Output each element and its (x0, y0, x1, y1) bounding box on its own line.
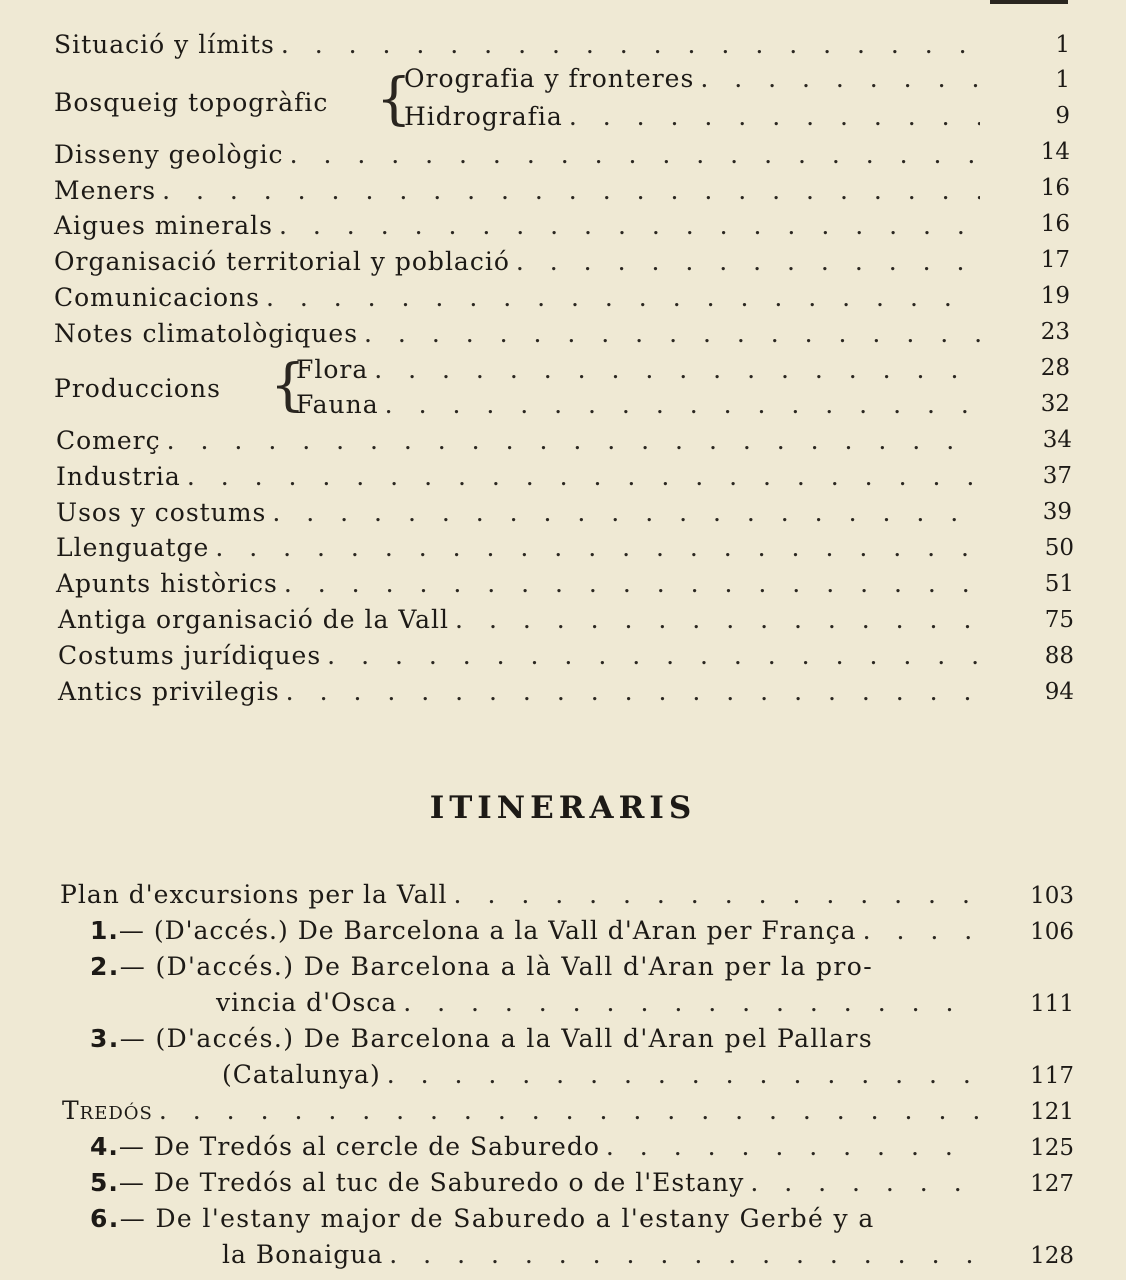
brace-glyph: { (270, 353, 306, 418)
entry-label: Situació y límits (54, 30, 275, 59)
leader-dots (272, 498, 982, 527)
leader-dots (187, 462, 982, 491)
entry-page: 19 (1040, 283, 1070, 309)
entry-page: 23 (1040, 319, 1070, 345)
entry-label: Usos y costums (56, 498, 267, 527)
entry-page: 88 (1044, 643, 1074, 669)
entry-label: Apunts històrics (56, 569, 278, 598)
leader-dots (454, 880, 980, 909)
leader-dots (606, 1132, 980, 1161)
leader-dots (290, 140, 980, 169)
entry-page: 51 (1044, 571, 1074, 597)
entry-page: 75 (1044, 607, 1074, 633)
leader-dots (327, 641, 984, 670)
leader-dots (159, 1096, 980, 1125)
leader-dots (281, 30, 980, 59)
toc-entry (58, 677, 984, 713)
itinerary-entry (90, 1168, 980, 1204)
entry-label-continued: (Catalunya) (222, 1060, 381, 1089)
toc-entry (54, 30, 980, 66)
toc-entry (56, 498, 982, 534)
leader-dots (455, 605, 984, 634)
toc-entry (56, 426, 982, 462)
itinerary-entry-continued (222, 1240, 980, 1276)
entry-number: 6. (90, 1204, 120, 1233)
itinerary-entry (90, 1132, 980, 1168)
itinerary-entry-continued (222, 1060, 980, 1096)
entry-page: 103 (1030, 883, 1074, 909)
entry-number: 2. (90, 952, 120, 981)
itinerary-entry (90, 916, 980, 952)
entry-number: 4. (90, 1132, 119, 1161)
entry-page: 50 (1044, 535, 1074, 561)
toc-entry (54, 176, 980, 212)
itinerary-entry-continued (216, 988, 980, 1024)
entry-page: 16 (1040, 211, 1070, 237)
toc-entry (54, 283, 980, 319)
itinerary-entry (90, 1024, 873, 1053)
toc-entry (404, 102, 980, 138)
entry-page: 94 (1044, 679, 1074, 705)
entry-number: 5. (90, 1168, 119, 1197)
entry-page: 128 (1030, 1243, 1074, 1269)
entry-label: Comunicacions (54, 283, 260, 312)
toc-entry (54, 140, 980, 176)
entry-page: 28 (1040, 355, 1070, 381)
toc-entry (58, 605, 984, 641)
entry-label: — De l'estany major de Saburedo a l'estany Gerbé y a (119, 1204, 875, 1233)
entry-label: Meners (54, 176, 157, 205)
entry-page: 106 (1030, 919, 1074, 945)
leader-dots (364, 319, 980, 348)
toc-entry (296, 390, 980, 426)
entry-label: Hidrografia (404, 102, 563, 131)
entry-page: 39 (1042, 499, 1072, 525)
group-label: Bosqueig topogràfic (54, 88, 329, 117)
itinerary-entry (90, 1204, 875, 1233)
entry-label: Llenguatge (56, 533, 210, 562)
toc-entry (56, 533, 982, 569)
leader-dots (162, 176, 980, 205)
itinerary-entry (90, 952, 873, 981)
entry-label: — De Tredós al cercle de Saburedo (118, 1132, 600, 1161)
entry-label: — (D'accés.) De Barcelona a la Vall d'Aran per França (118, 916, 857, 945)
entry-page: 34 (1042, 427, 1072, 453)
leader-dots (385, 390, 980, 419)
leader-dots (863, 916, 980, 945)
entry-number: 3. (90, 1024, 120, 1053)
itinerary-entry (60, 880, 980, 916)
leader-dots (389, 1240, 980, 1269)
leader-dots (279, 211, 980, 240)
entry-page: 121 (1030, 1099, 1074, 1125)
entry-label: Flora (296, 355, 369, 384)
leader-dots (284, 569, 982, 598)
leader-dots (403, 988, 980, 1017)
entry-page: 37 (1042, 463, 1072, 489)
leader-dots (750, 1168, 980, 1197)
leader-dots (700, 64, 980, 93)
entry-page: 111 (1030, 991, 1074, 1017)
entry-label: Industria (56, 462, 181, 491)
leader-dots (286, 677, 984, 706)
entry-page: 17 (1040, 247, 1070, 273)
entry-page: 127 (1030, 1171, 1074, 1197)
entry-label: Aigues minerals (54, 211, 274, 240)
entry-page: 125 (1030, 1135, 1074, 1161)
leader-dots (569, 102, 980, 131)
entry-label: Plan d'excursions per la Vall (60, 880, 448, 909)
leader-dots (516, 247, 980, 276)
entry-label: Costums jurídiques (58, 641, 322, 670)
entry-label: Orografia y fronteres (404, 64, 695, 93)
entry-label: Tredós (62, 1096, 153, 1125)
leader-dots (374, 355, 980, 384)
toc-entry (54, 211, 980, 247)
entry-label: Fauna (296, 390, 379, 419)
toc-entry (404, 64, 980, 100)
entry-label: — (D'accés.) De Barcelona a la Vall d'Aran pel Pallars (119, 1024, 874, 1053)
section-heading: ITINERARIS (429, 790, 697, 826)
entry-page: 32 (1040, 391, 1070, 417)
entry-label: — (D'accés.) De Barcelona a là Vall d'Aran per la pro- (119, 952, 874, 981)
entry-page: 14 (1040, 139, 1070, 165)
group-label: Produccions (54, 374, 221, 403)
entry-label: Notes climatològiques (54, 319, 359, 348)
entry-label: Comerç (56, 426, 161, 455)
entry-label: — De Tredós al tuc de Saburedo o de l'Estany (118, 1168, 745, 1197)
entry-label: Organisació territorial y població (54, 247, 510, 276)
toc-entry (296, 355, 980, 391)
entry-page: 9 (1055, 103, 1070, 129)
entry-label: Disseny geològic (54, 140, 284, 169)
leader-dots (387, 1060, 980, 1089)
entry-page: 117 (1030, 1063, 1074, 1089)
entry-label: Antics privilegis (58, 677, 280, 706)
toc-entry (54, 319, 980, 355)
toc-entry (56, 462, 982, 498)
toc-entry (54, 247, 980, 283)
leader-dots (215, 533, 982, 562)
leader-dots (266, 283, 980, 312)
top-rule (990, 0, 1068, 4)
entry-label: Antiga organisació de la Vall (58, 605, 450, 634)
toc-entry (56, 569, 982, 605)
entry-label-continued: la Bonaigua (222, 1240, 384, 1269)
leader-dots (167, 426, 982, 455)
entry-label-continued: vincia d'Osca (216, 988, 398, 1017)
itinerary-entry (62, 1096, 980, 1132)
entry-page: 16 (1040, 175, 1070, 201)
entry-number: 1. (90, 916, 119, 945)
entry-page: 1 (1055, 67, 1070, 93)
entry-page: 1 (1055, 32, 1070, 58)
brace-glyph: { (376, 67, 412, 132)
toc-entry (58, 641, 984, 677)
